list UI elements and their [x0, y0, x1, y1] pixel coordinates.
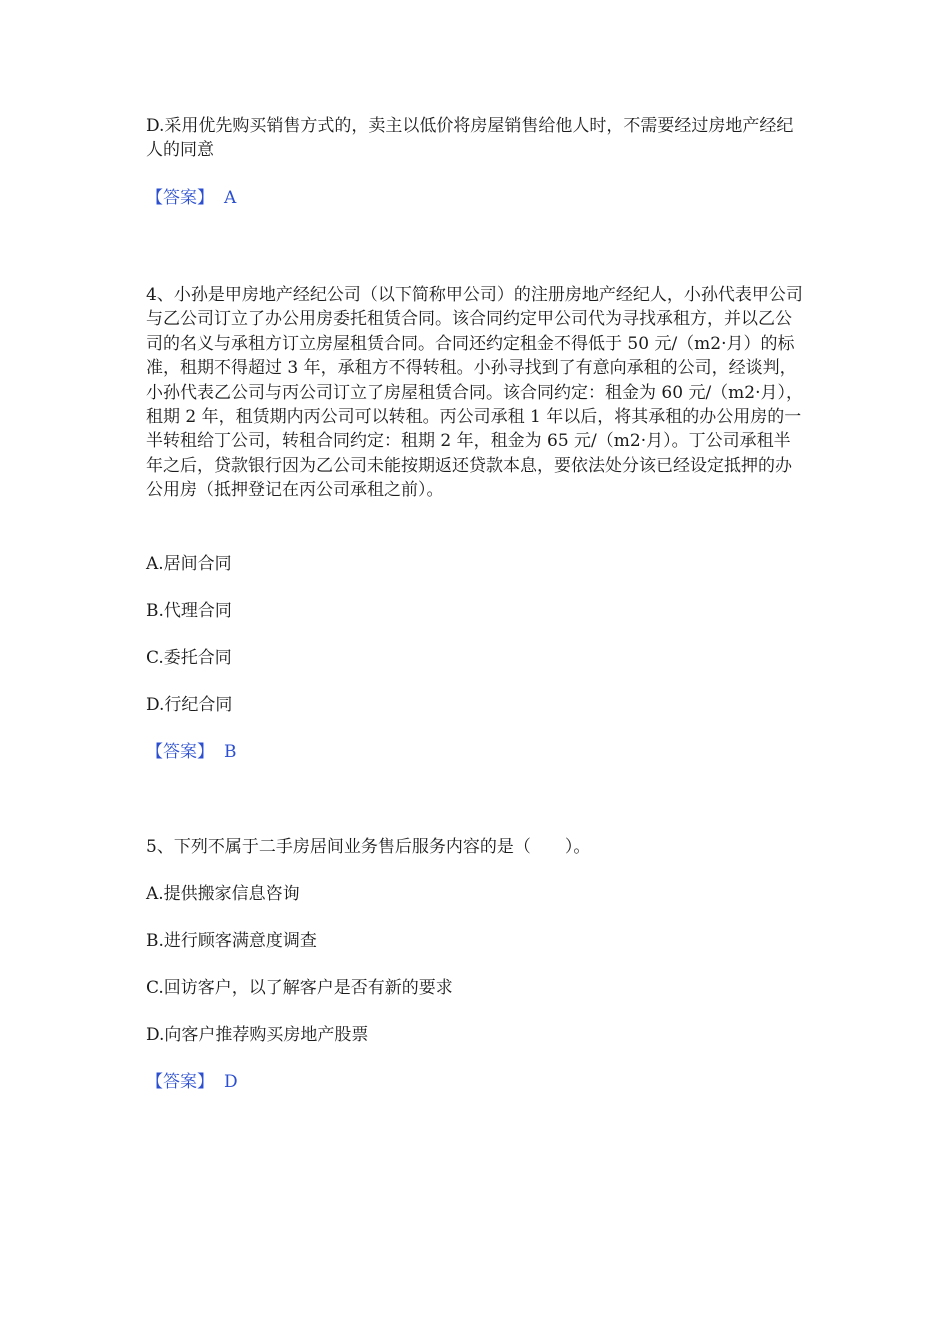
- q4-option-b: B.代理合同: [146, 601, 232, 621]
- q4-stem: 4、小孙是甲房地产经纪公司（以下简称甲公司）的注册房地产经纪人，小孙代表甲公司与乙公司订立了办公用房委托租赁合同。该合同约定甲公司代为寻找承租方，并以乙公司的名义与承租方订立房屋租赁合同。合同还约定租金不得低于 50 元/（m2·月）的标准，租期不得超过 3 年，承租方不得转租。小孙寻找到了有意向承租的公司，经谈判，小孙代表乙公司与丙公司订立了房屋租赁合同。该合同约定：租金为 60 元/（m2·月），租期 2 年，租赁期内丙公司可以转租。丙公司承租 1 年以后，将其承租的办公用房的一半转租给丁公司，转租合同约定：租期 2 年，租金为 65 元/（m2·月）。丁公司承租半年之后，贷款银行因为乙公司未能按期返还贷款本息，要依法处分该已经设定抵押的办公用房（抵押登记在丙公司承租之前）。: [146, 285, 804, 501]
- q5-option-b: B.进行顾客满意度调查: [146, 931, 317, 951]
- answer-tag: 【答案】: [146, 188, 214, 208]
- q4-option-d: D.行纪合同: [146, 695, 233, 715]
- q3-answer: [146, 186, 236, 210]
- answer-value: D: [224, 1072, 238, 1092]
- answer-value: A: [224, 188, 237, 208]
- q5-answer: [146, 1070, 238, 1094]
- q5-option-c: C.回访客户，以了解客户是否有新的要求: [146, 978, 453, 998]
- answer-tag: 【答案】: [146, 1072, 214, 1092]
- answer-value: B: [224, 742, 237, 762]
- q5-stem: 5、下列不属于二手房居间业务售后服务内容的是（ ）。: [146, 837, 591, 857]
- q4-option-c: C.委托合同: [146, 648, 232, 668]
- q5-option-d: D.向客户推荐购买房地产股票: [146, 1025, 369, 1045]
- q5-option-a: A.提供搬家信息咨询: [146, 884, 300, 904]
- q4-answer: [146, 740, 237, 764]
- answer-tag: 【答案】: [146, 742, 214, 762]
- q4-option-a: A.居间合同: [146, 554, 232, 574]
- q3-option-d: D.采用优先购买销售方式的，卖主以低价将房屋销售给他人时，不需要经过房地产经纪人的同意: [146, 116, 794, 161]
